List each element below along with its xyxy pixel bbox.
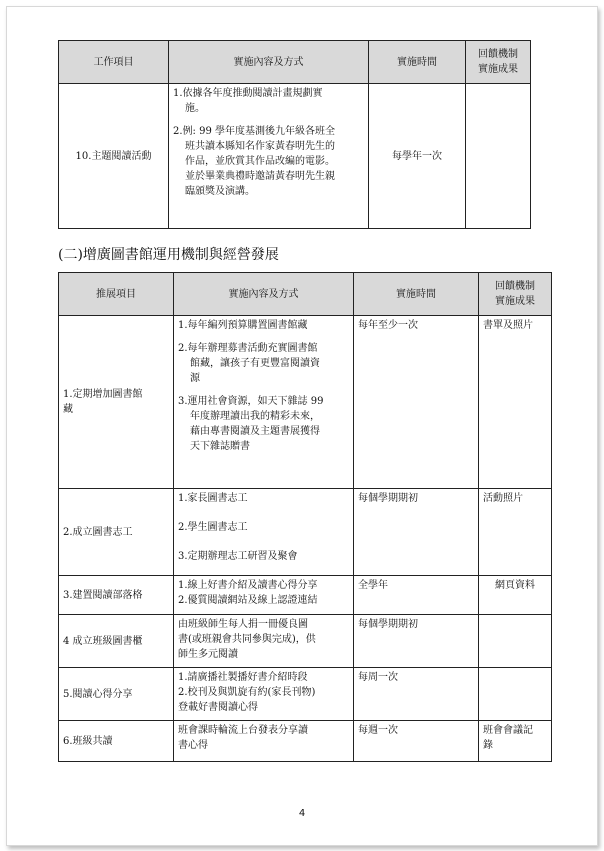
row-content (174, 576, 354, 615)
content-line: 1.依據各年度推動閱讀計畫規劃實 (173, 88, 323, 99)
content-line: 3.定期辦理志工研習及聚會 (178, 551, 298, 562)
row-time: 每個學期期初 (354, 489, 479, 576)
col-header-feedback (466, 41, 531, 84)
row-time: 每週一次 (354, 721, 479, 762)
section-heading: (二)增廣圖書館運用機制與經營發展 (58, 247, 279, 263)
library-development-table (58, 272, 552, 762)
item-line: 1.定期增加圖書館 (63, 389, 143, 400)
row-result: 書單及照片 (479, 316, 552, 489)
table-row (59, 721, 552, 762)
row-result (466, 84, 531, 229)
col-header-content: 實施內容及方式 (174, 273, 354, 316)
table2-header-row (59, 273, 552, 316)
row-content (169, 84, 369, 229)
header-feedback-line2: 實施成果 (478, 64, 518, 75)
content-line: 作品，並欣賞其作品改編的電影。 (185, 156, 335, 167)
content-line: 施。 (185, 103, 205, 114)
col-header-promotion-item: 推展項目 (59, 273, 174, 316)
content-line: 年度辦理讀出我的精彩未來， (190, 411, 320, 422)
row-item: 5.閱讀心得分享 (59, 668, 174, 721)
page-number: 4 (298, 808, 306, 819)
row-time: 每個學期期初 (354, 615, 479, 668)
col-header-feedback (479, 273, 552, 316)
row-content (174, 489, 354, 576)
row-time: 每周一次 (354, 668, 479, 721)
content-line: 藉由專書閱讀及主題書展獲得 (190, 426, 320, 437)
content-line: 館藏，讓孩子有更豐富閱讀資 (190, 358, 320, 369)
row-content (174, 615, 354, 668)
table-row (59, 316, 552, 489)
content-line: 臨頒獎及演講。 (185, 186, 255, 197)
row-result: 網頁資料 (479, 576, 552, 615)
row-item: 2.成立圖書志工 (59, 489, 174, 576)
content-line: 由班級師生每人捐一冊優良圖 (178, 619, 308, 630)
item-line: 藏 (63, 404, 73, 415)
content-line: 1.每年編列預算購置圖書館藏 (178, 320, 308, 331)
content-line: 2.每年辦理募書活動充實圖書館 (178, 343, 318, 354)
content-line: 2.校刊及與凱旋有約(家長刊物) (178, 687, 316, 698)
row-result: 活動照片 (479, 489, 552, 576)
table-row (59, 489, 552, 576)
col-header-time: 實施時間 (369, 41, 466, 84)
header-feedback-line2: 實施成果 (495, 296, 535, 307)
content-line: 1.線上好書介紹及讀書心得分享 (178, 580, 318, 591)
col-header-time: 實施時間 (354, 273, 479, 316)
content-line: 2.例: 99 學年度基測後九年級各班全 (173, 126, 335, 137)
col-header-work-item: 工作項目 (59, 41, 169, 84)
content-line: 並於畢業典禮時邀請黃春明先生親 (185, 171, 335, 182)
result-line: 錄 (483, 740, 493, 751)
row-time: 每年至少一次 (354, 316, 479, 489)
content-line: 班會課時輪流上台發表分享讀 (178, 725, 308, 736)
row-item: 4 成立班級圖書櫃 (59, 615, 174, 668)
content-line: 源 (190, 373, 200, 384)
row-item (59, 316, 174, 489)
reading-activity-table (58, 40, 531, 229)
row-item: 3.建置閱讀部落格 (59, 576, 174, 615)
header-feedback-line1: 回饋機制 (495, 281, 535, 292)
content-line: 1.家長圖書志工 (178, 493, 248, 504)
row-result (479, 668, 552, 721)
content-line: 書(或班親會共同參與完成)，供 (178, 634, 316, 645)
content-line: 天下雜誌贈書 (190, 441, 250, 452)
row-time: 每學年一次 (369, 84, 466, 229)
row-item: 10.主題閱讀活動 (59, 84, 169, 229)
content-line: 3.運用社會資源，如天下雜誌 99 (178, 396, 324, 407)
row-content (174, 668, 354, 721)
row-item: 6.班級共讀 (59, 721, 174, 762)
row-time: 全學年 (354, 576, 479, 615)
table-row (59, 576, 552, 615)
col-header-content: 實施內容及方式 (169, 41, 369, 84)
content-line: 登載好書閱讀心得 (178, 702, 258, 713)
result-line: 班會會議記 (483, 725, 533, 736)
header-feedback-line1: 回饋機制 (478, 49, 518, 60)
table-row (59, 668, 552, 721)
content-line: 班共讀本縣知名作家黃春明先生的 (185, 141, 335, 152)
row-content (174, 721, 354, 762)
content-line: 師生多元閱讀 (178, 649, 238, 660)
table-row (59, 84, 531, 229)
content-line: 1.請廣播社製播好書介紹時段 (178, 672, 308, 683)
table-row (59, 615, 552, 668)
row-result (479, 615, 552, 668)
content-line: 2.優質閱讀網站及線上認證連結 (178, 595, 318, 606)
row-result (479, 721, 552, 762)
content-line: 2.學生圖書志工 (178, 522, 248, 533)
row-content (174, 316, 354, 489)
content-line: 書心得 (178, 740, 208, 751)
table1-header-row (59, 41, 531, 84)
